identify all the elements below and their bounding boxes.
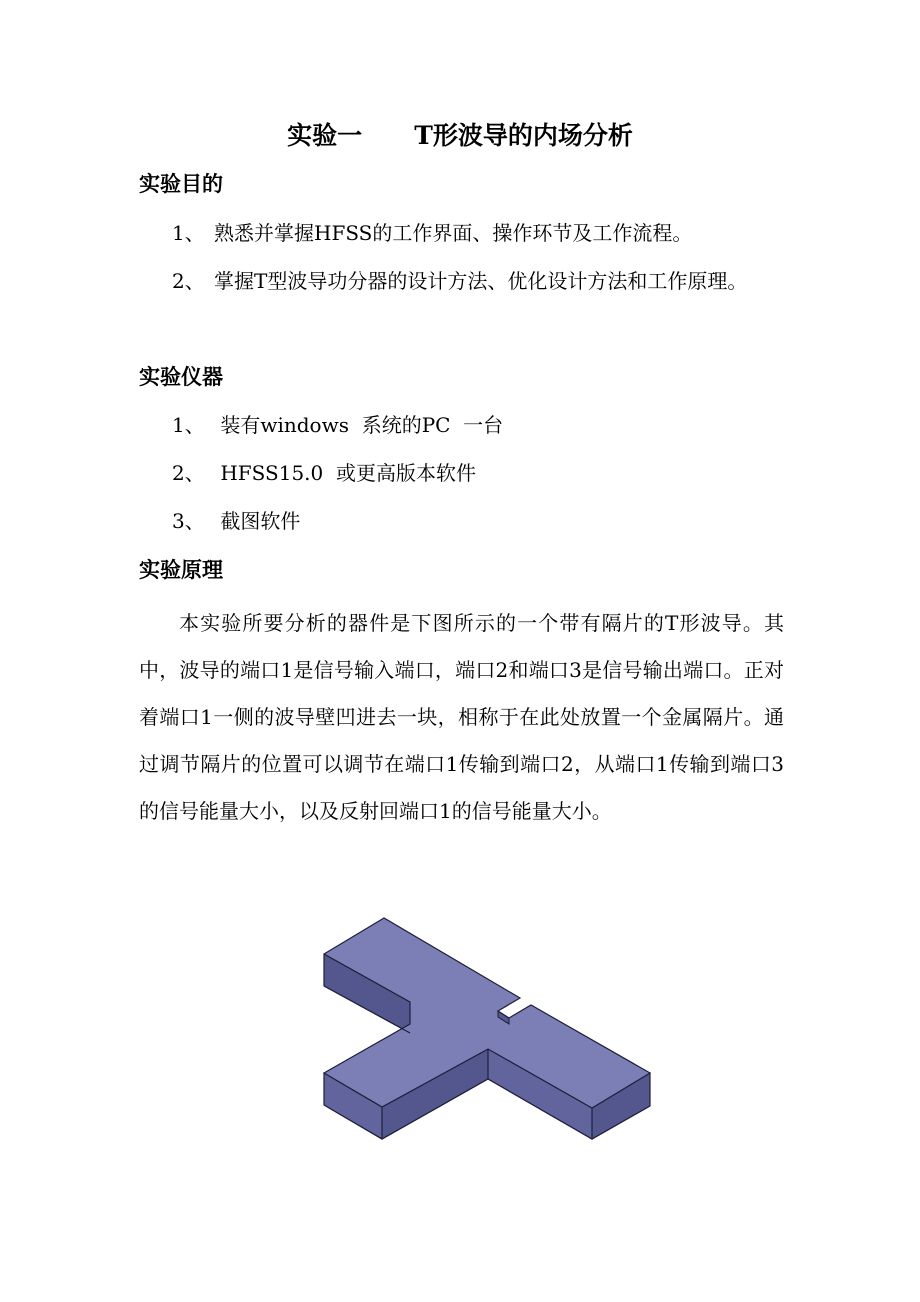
list-item-number: 1、	[172, 221, 205, 245]
list-item-number: 2、	[172, 461, 205, 485]
list-item-text: 掌握T型波导功分器的设计方法、优化设计方法和工作原理。	[214, 269, 748, 293]
list-item	[172, 410, 503, 440]
list-item-number: 1、	[172, 413, 205, 437]
section-heading-purpose: 实验目的	[139, 171, 223, 196]
t-waveguide-figure	[318, 910, 658, 1150]
page-title: 实验一 T形波导的内场分析	[287, 121, 633, 150]
section-heading-principle: 实验原理	[139, 557, 223, 582]
list-item-text: 装有windows 系统的PC 一台	[214, 413, 504, 437]
list-item-text: HFSS15.0 或更高版本软件	[214, 461, 476, 485]
list-item	[172, 218, 692, 248]
list-item-text: 熟悉并掌握HFSS的工作界面、操作环节及工作流程。	[214, 221, 693, 245]
list-item	[172, 506, 300, 536]
list-item-number: 3、	[172, 509, 205, 533]
list-item-text: 截图软件	[214, 509, 301, 533]
list-item	[172, 266, 747, 296]
section-heading-instruments: 实验仪器	[139, 364, 223, 389]
list-item-number: 2、	[172, 269, 205, 293]
list-item	[172, 458, 476, 488]
principle-paragraph: 本实验所要分析的器件是下图所示的一个带有隔片的T形波导。其中，波导的端口1是信号输入端口，端口2和端口3是信号输出端口。正对着端口1一侧的波导壁凹进去一块，相称于在此处放置一个金属隔片。通过调节隔片的位置可以调节在端口1传输到端口2，从端口1传输到端口3的信号能量大小，以及反射回端口1的信号能量大小。	[139, 611, 784, 823]
